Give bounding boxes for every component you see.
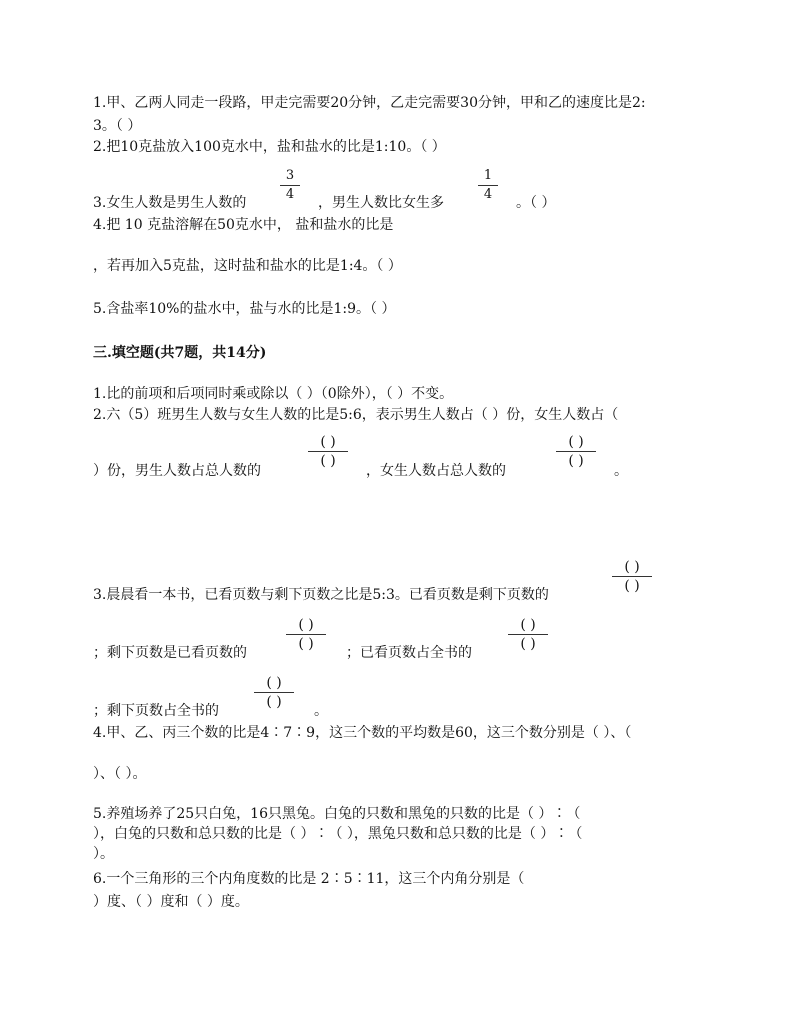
fraction-denominator: 4 bbox=[483, 187, 493, 202]
fill-q2-fraction-2 bbox=[556, 434, 596, 469]
fill-q3-fraction-4 bbox=[254, 675, 294, 710]
fraction-bar bbox=[612, 576, 652, 577]
fraction-denominator: ( ) bbox=[624, 578, 640, 594]
fraction-bar bbox=[508, 634, 548, 635]
fraction-numerator: ( ) bbox=[320, 434, 336, 450]
fraction-denominator: ( ) bbox=[520, 636, 536, 652]
fraction-denominator: 4 bbox=[285, 187, 295, 202]
fraction-bar bbox=[254, 692, 294, 693]
fill-q4-line1: 4.甲、乙、丙三个数的比是4∶7∶9，这三个数的平均数是60，这三个数分别是（ ）、（ bbox=[93, 725, 632, 741]
fill-q3-fraction-2 bbox=[286, 617, 326, 652]
fraction-numerator: 3 bbox=[285, 168, 295, 183]
judge-q3-part-b: ，男生人数比女生多 bbox=[318, 195, 444, 211]
fill-q3-line2-a: ；剩下页数是已看页数的 bbox=[93, 645, 247, 661]
fraction-bar bbox=[280, 185, 300, 186]
judge-q3-fraction-1 bbox=[280, 168, 300, 203]
fill-q5-line1: 5.养殖场养了25只白兔，16只黑兔。白兔的只数和黑兔的只数的比是（ ）∶（ bbox=[93, 806, 581, 822]
fill-q2-line2-a: ）份，男生人数占总人数的 bbox=[93, 463, 261, 479]
fraction-numerator: ( ) bbox=[298, 617, 314, 633]
fraction-bar bbox=[478, 185, 498, 186]
judge-q3-part-a: 3.女生人数是男生人数的 bbox=[93, 195, 247, 211]
fraction-numerator: ( ) bbox=[568, 434, 584, 450]
fill-q2-fraction-1 bbox=[308, 434, 348, 469]
fraction-denominator: ( ) bbox=[298, 636, 314, 652]
fill-q1: 1.比的前项和后项同时乘或除以（ ）（0除外），（ ）不变。 bbox=[93, 386, 454, 402]
fill-q2-line2-c: 。 bbox=[614, 463, 628, 479]
judge-q1-line1: 1.甲、乙两人同走一段路，甲走完需要20分钟，乙走完需要30分钟，甲和乙的速度比是2: bbox=[93, 95, 646, 111]
section-heading: 三.填空题(共7题，共14分) bbox=[93, 345, 267, 361]
judge-q5: 5.含盐率10%的盐水中，盐与水的比是1:9。（ ） bbox=[93, 301, 396, 317]
judge-q4-line2: ，若再加入5克盐，这时盐和盐水的比是1:4。（ ） bbox=[93, 258, 402, 274]
fraction-bar bbox=[308, 451, 348, 452]
fill-q6-line1: 6.一个三角形的三个内角度数的比是 2∶5∶11，这三个内角分别是（ bbox=[93, 871, 525, 887]
fraction-denominator: ( ) bbox=[266, 694, 282, 710]
fill-q5-line2: ），白兔的只数和总只数的比是（ ）∶（ ），黑兔只数和总只数的比是（ ）∶（ bbox=[93, 826, 583, 842]
judge-q2: 2.把10克盐放入100克水中，盐和盐水的比是1:10。（ ） bbox=[93, 139, 446, 155]
judge-q3-fraction-2 bbox=[478, 168, 498, 203]
fill-q4-line2: ）、（ ）。 bbox=[93, 766, 147, 782]
fraction-bar bbox=[556, 451, 596, 452]
fraction-numerator: ( ) bbox=[266, 675, 282, 691]
fill-q3-fraction-1 bbox=[612, 559, 652, 594]
fraction-numerator: 1 bbox=[483, 168, 493, 183]
fill-q3-line1: 3.晨晨看一本书，已看页数与剩下页数之比是5:3。已看页数是剩下页数的 bbox=[93, 587, 549, 603]
judge-q1-line2: 3。（ ） bbox=[93, 118, 142, 134]
judge-q3-part-c: 。（ ） bbox=[516, 195, 556, 211]
fraction-denominator: ( ) bbox=[568, 453, 584, 469]
fill-q2-line1: 2.六（5）班男生人数与女生人数的比是5:6，表示男生人数占（ ）份，女生人数占（ bbox=[93, 407, 619, 423]
fill-q3-line3-a: ；剩下页数占全书的 bbox=[93, 703, 219, 719]
fill-q2-line2-b: ，女生人数占总人数的 bbox=[366, 463, 506, 479]
fill-q3-line2-b: ；已看页数占全书的 bbox=[346, 645, 472, 661]
fill-q6-line2: ）度、（ ）度和（ ）度。 bbox=[93, 894, 249, 910]
fill-q3-line3-b: 。 bbox=[314, 703, 328, 719]
fill-q3-fraction-3 bbox=[508, 617, 548, 652]
fraction-numerator: ( ) bbox=[520, 617, 536, 633]
fraction-bar bbox=[286, 634, 326, 635]
fraction-numerator: ( ) bbox=[624, 559, 640, 575]
judge-q4-line1: 4.把 10 克盐溶解在50克水中， 盐和盐水的比是 bbox=[93, 217, 394, 233]
fill-q5-line3: ）。 bbox=[93, 846, 114, 862]
fraction-denominator: ( ) bbox=[320, 453, 336, 469]
